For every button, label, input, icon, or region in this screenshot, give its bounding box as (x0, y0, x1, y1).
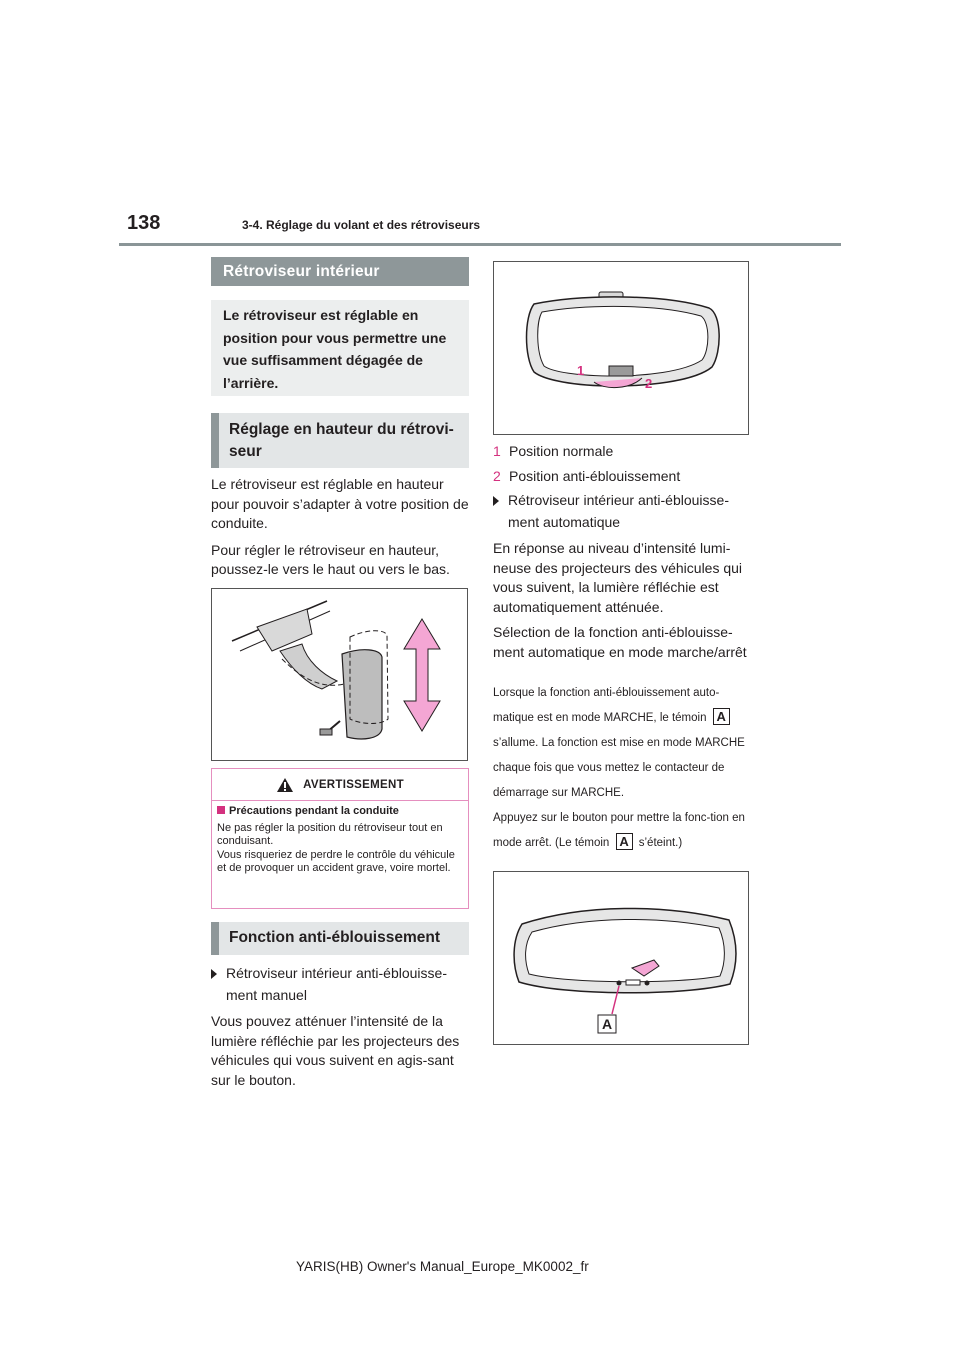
indicator-note-1-part-b: s’allume. La fonction est mise en mode MARCHE chaque fois que vous mettez le contacteur de démarrage sur MARCHE. (493, 737, 745, 799)
indicator-note-1 (493, 681, 749, 806)
height-adjust-heading: Réglage en hauteur du rétrovi-seur (211, 413, 469, 468)
indicator-note-1-part-a: Lorsque la fonction anti-éblouissement auto-matique est en mode MARCHE, le témoin (493, 687, 720, 724)
warning-line-1: Ne pas régler la position du rétroviseur tout en conduisant. (217, 821, 443, 847)
bullet-arrow-icon (211, 969, 217, 979)
warning-triangle-icon (276, 777, 294, 793)
item-1-number: 1 (493, 443, 501, 459)
warning-body (212, 801, 468, 880)
manual-antiglare-bullet: Rétroviseur intérieur anti-éblouisse-ment manuel (226, 965, 447, 1003)
warning-title-bar (212, 769, 468, 801)
auto-mirror-illustration (494, 872, 748, 1044)
section-banner: Rétroviseur intérieur (211, 257, 469, 286)
height-adjust-paragraph-2: Pour régler le rétroviseur en hauteur, poussez-le vers le haut ou vers le bas. (211, 541, 450, 577)
indicator-a-badge: A (616, 833, 633, 850)
warning-box (211, 768, 469, 909)
list-item (493, 439, 749, 464)
antiglare-heading: Fonction anti-éblouissement (211, 922, 469, 955)
warning-subtitle: Précautions pendant la conduite (229, 805, 399, 817)
item-2-number: 2 (493, 467, 501, 484)
position-label-2: 2 (645, 376, 653, 391)
figure-label-a: A (601, 1016, 613, 1032)
bullet-arrow-icon (493, 496, 499, 506)
indicator-a-badge: A (713, 708, 730, 725)
item-2-text: Position anti-éblouissement (509, 467, 681, 484)
indicator-note-2 (493, 806, 749, 856)
antiglare-positions-figure (493, 261, 749, 435)
warning-title: AVERTISSEMENT (303, 778, 404, 791)
warning-bullet-icon (217, 806, 225, 814)
mirror-positions-illustration (494, 262, 748, 434)
intro-box: Le rétroviseur est réglable en position pour vous permettre une vue suffisamment dégagée de l’arrière. (211, 300, 469, 396)
auto-antiglare-section (493, 490, 749, 662)
mirror-height-illustration (212, 589, 467, 760)
warning-line-2: Vous risqueriez de perdre le contrôle du véhicule et de provoquer un accident grave, voire mortel. (217, 848, 455, 874)
positions-list (493, 439, 749, 488)
indicator-note-2-part-b: s’éteint.) (638, 837, 683, 849)
indicator-note-2-part-a: Appuyez sur le bouton pour mettre la fonc-tion en mode arrêt. (Le témoin (493, 812, 745, 849)
section-title: 3-4. Réglage du volant et des rétroviseurs (242, 218, 481, 232)
height-adjust-paragraph-1: Le rétroviseur est réglable en hauteur pour pouvoir s’adapter à votre position de conduite. (211, 476, 469, 531)
auto-antiglare-paragraph-1: En réponse au niveau d’intensité lumi-neuse des projecteurs des véhicules qui vous suivent, la lumière réfléchie est automatiquement atténuée. (493, 540, 743, 615)
manual-antiglare-paragraph: Vous pouvez atténuer l’intensité de la lumière réfléchie par les projecteurs des véhicules qui vous suivent en agis-sant sur le bouton. (211, 1013, 460, 1088)
page-number: 138 (127, 212, 161, 234)
header-divider (119, 243, 841, 246)
auto-antiglare-figure (493, 871, 749, 1045)
footer-manual-id: YARIS(HB) Owner's Manual_Europe_MK0002_fr (296, 1259, 589, 1274)
auto-antiglare-bullet: Rétroviseur intérieur anti-éblouisse-ment automatique (508, 492, 729, 530)
height-adjust-figure (211, 588, 468, 761)
height-adjust-text (211, 475, 469, 587)
manual-antiglare-section (211, 963, 469, 1090)
position-label-1: 1 (577, 363, 585, 378)
list-item (493, 464, 749, 489)
item-1-text: Position normale (509, 443, 614, 459)
auto-antiglare-paragraph-2: Sélection de la fonction anti-éblouisse-ment automatique en mode marche/arrêt (493, 624, 747, 660)
